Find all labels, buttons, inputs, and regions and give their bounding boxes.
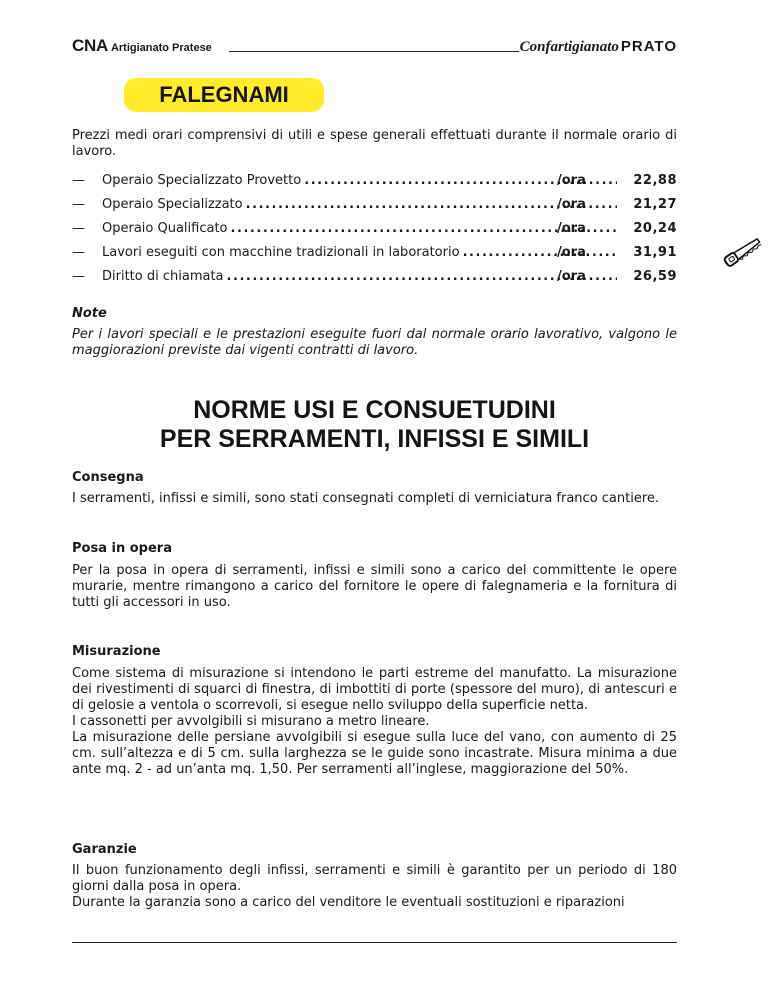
price-row [72,218,677,242]
section-title-posa: Posa in opera [72,541,172,556]
price-row [72,266,677,290]
section-title-garanzie: Garanzie [72,842,137,857]
price-value: 22,88 [633,173,677,188]
note-text: Per i lavori speciali e le prestazioni eseguite fuori dal normale orario lavorativo, valgono le maggiorazioni previste dai vigenti contratti di lavoro. [72,327,677,358]
paragraph: Il buon funzionamento degli infissi, serramenti e simili è garantito per un periodo di 180 giorni dalla posa in opera. [72,863,677,894]
main-heading-line-1: NORME USI E CONSUETUDINI [193,396,556,424]
paragraph: Per la posa in opera di serramenti, infissi e simili sono a carico del committente le opere murarie, mentre rimangono a carico del fornitore le opere di falegnameria e la fornitura di tutti gli accessori in uso. [72,563,677,610]
paragraph: I serramenti, infissi e simili, sono stati consegnati completi di verniciatura franco cantiere. [72,491,660,506]
price-label: Operaio Specializzato . . . [102,197,617,212]
paragraph: La misurazione delle persiane avvolgibili si esegue sulla luce del vano, con aumento di 25 cm. sull’altezza e di 5 cm. sulla larghezza se le guide sono incastrate. Misura minima a due ante mq. 2 - ad un’anta mq. 1,50. Per serramenti all’inglese, maggiorazione del 50%. [72,730,677,777]
cna-subtitle: Artigianato Pratese [110,42,212,54]
price-label: Operaio Specializzato Provetto . . . [102,173,617,188]
paragraph: I cassonetti per avvolgibili si misurano a metro lineare. [72,714,430,729]
dash-bullet: — [72,245,85,260]
category-title-badge: FALEGNAMI [124,78,324,112]
saw-icon [720,234,764,270]
price-value: 21,27 [633,197,677,212]
section-body-misurazione [72,666,677,778]
price-label: Lavori eseguiti con macchine tradizionali in laboratorio . . . [102,245,617,260]
note-title: Note [72,306,107,321]
price-value: 20,24 [633,221,677,236]
price-row [72,242,677,266]
price-value: 26,59 [633,269,677,284]
cna-brand: CNA [72,36,108,55]
section-title-misurazione: Misurazione [72,644,161,659]
paragraph: Durante la garanzia sono a carico del venditore le eventuali sostituzioni e riparazioni [72,895,625,910]
price-unit: /ora [557,269,586,284]
paragraph: Come sistema di misurazione si intendono le parti estreme del manufatto. La misurazione dei rivestimenti di squarci di finestra, di imbottiti di porte (spessore del muro), di antescuri e di gelosie a ventola o scorrevoli, si esegue nello sviluppo della superficie netta. [72,666,677,713]
price-label: Operaio Qualificato . . . [102,221,617,236]
dash-bullet: — [72,221,85,236]
main-heading [72,396,677,454]
confartigianato-city: PRATO [620,38,677,55]
dash-bullet: — [72,173,85,188]
confartigianato-logo [520,36,677,56]
price-list [72,170,677,290]
price-value: 31,91 [633,245,677,260]
section-body-consegna [72,491,677,507]
price-unit: /ora [557,221,586,236]
cna-logo [72,36,212,56]
main-heading-line-2: PER SERRAMENTI, INFISSI E SIMILI [159,425,590,453]
page-header [72,36,677,56]
price-unit: /ora [557,197,586,212]
price-unit: /ora [557,245,586,260]
section-body-posa [72,563,677,611]
footer-rule [72,942,677,943]
section-body-garanzie [72,863,677,911]
price-row [72,194,677,218]
price-unit: /ora [557,173,586,188]
header-rule [229,51,519,52]
intro-paragraph: Prezzi medi orari comprensivi di utili e spese generali effettuati durante il normale orario di lavoro. [72,128,677,159]
dash-bullet: — [72,269,85,284]
price-label: Diritto di chiamata . . . [102,269,617,284]
dash-bullet: — [72,197,85,212]
price-row [72,170,677,194]
confartigianato-brand: Confartigianato [519,39,619,55]
section-title-consegna: Consegna [72,470,144,485]
